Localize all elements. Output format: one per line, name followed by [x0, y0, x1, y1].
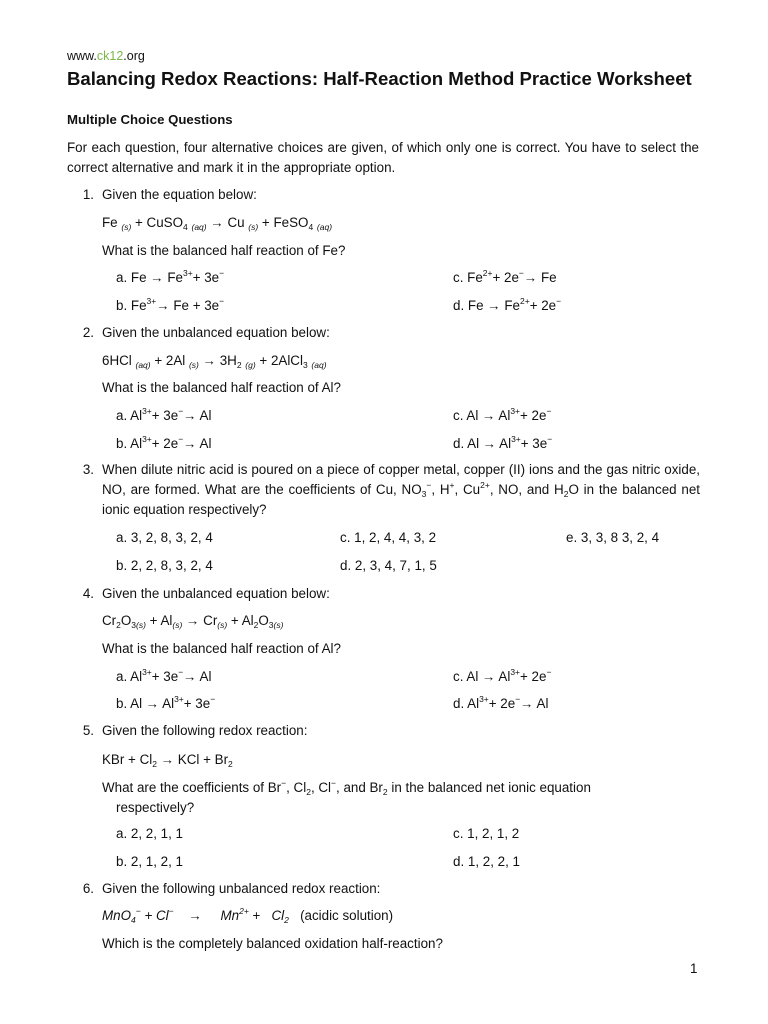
page-number: 1: [690, 961, 698, 976]
option-a[interactable]: a. $Al^{3+}+ 3e^-\to Al$: [116, 406, 212, 423]
option-c[interactable]: c. $Al \to Al^{3+}+ 2e^-$: [453, 406, 552, 423]
question-text: When dilute nitric acid is poured on a piece of copper metal, copper (II) ions and the gas nitric oxide, NO, are formed. What are the coefficients of Cu, $NO_3^-$, H+, $Cu^{2+}$, NO, and $H_2O$ in the balanced net ionic equation respectively?: [102, 462, 700, 517]
option-d[interactable]: d. $Fe \to Fe^{2+}+ 2e^-$: [453, 296, 562, 313]
question-text: Given the unbalanced equation below:: [102, 325, 330, 340]
question-number: 1.: [82, 187, 94, 202]
question-text: Given the unbalanced equation below:: [102, 586, 330, 601]
question-text: Given the following unbalanced redox reaction:: [102, 881, 381, 896]
question-prompt: What is the balanced half reaction of Fe?: [102, 243, 346, 258]
chemical-equation: $Cr_2O_{3(s)} + Al_{(s)} \to Cr_{(s)} + Al_2O_{3(s)}$: [102, 613, 284, 630]
option-a[interactable]: a. $Al^{3+}+ 3e^-\to Al$: [116, 667, 212, 684]
site-url[interactable]: www.ck12.org: [67, 49, 145, 63]
chemical-equation: KBr + $Cl_2$ → KCl + $Br_2$: [102, 752, 233, 769]
option-a[interactable]: a. $Fe \to Fe^{3+}+ 3e^-$: [116, 268, 225, 285]
question-prompt: What is the balanced half reaction of Al?: [102, 380, 341, 395]
question-text: Given the equation below:: [102, 187, 257, 202]
option-d[interactable]: d. $Al^{3+}+ 2e^-\to Al$: [453, 694, 549, 711]
option-b[interactable]: b. $Al^{3+}+ 2e^-\to Al$: [116, 434, 212, 451]
option-d[interactable]: d. 1, 2, 2, 1: [453, 854, 520, 869]
option-c[interactable]: c. 1, 2, 4, 4, 3, 2: [340, 530, 437, 545]
chemical-equation: MnO$_4$− + Cl− → $Mn^{2+} + Cl_2$ (acidic solution): [102, 906, 394, 925]
option-d[interactable]: d. 2, 3, 4, 7, 1, 5: [340, 558, 437, 573]
option-c[interactable]: c. 1, 2, 1, 2: [453, 826, 520, 841]
option-c[interactable]: c. $Al \to Al^{3+}+ 2e^-$: [453, 667, 552, 684]
option-b[interactable]: b. $Fe^{3+}\to Fe + 3e^-$: [116, 296, 225, 313]
question-number: 2.: [82, 325, 94, 340]
option-d[interactable]: d. $Al \to Al^{3+}+ 3e^-$: [453, 434, 553, 451]
question-prompt: What is the balanced half reaction of Al?: [102, 641, 341, 656]
option-e[interactable]: e. 3, 3, 8 3, 2, 4: [566, 530, 660, 545]
question-number: 3.: [82, 462, 94, 477]
chemical-equation: 6HCl $_{(aq)}$ + 2Al $_{(s)} \to 3H_2$ $_{(g)}$ + 2AlCl$_3$ $_{(aq)}$: [102, 353, 327, 370]
chemical-equation: Fe $_{(s)}$ + CuSO$_4$ $_{(aq)}$ → Cu $_{(s)}$ + FeSO$_4$ $_{(aq)}$: [102, 215, 333, 232]
option-b[interactable]: b. 2, 1, 2, 1: [116, 854, 183, 869]
question-prompt: What are the coefficients of Br−, $Cl_2$, Cl−, and $Br_2$ in the balanced net ionic equation respectively?: [102, 778, 591, 815]
option-a[interactable]: a. 2, 2, 1, 1: [116, 826, 183, 841]
option-a[interactable]: a. 3, 2, 8, 3, 2, 4: [116, 530, 213, 545]
question-number: 4.: [82, 586, 94, 601]
option-b[interactable]: b. 2, 2, 8, 3, 2, 4: [116, 558, 213, 573]
instructions-paragraph: For each question, four alternative choices are given, of which only one is correct. You have to select the correct alternative and mark it in the appropriate option.: [67, 140, 699, 175]
question-text: Given the following redox reaction:: [102, 723, 308, 738]
question-number: 5.: [82, 723, 94, 738]
question-prompt: Which is the completely balanced oxidation half-reaction?: [102, 936, 443, 951]
option-c[interactable]: c. $Fe^{2+}+ 2e^-\to Fe$: [453, 268, 557, 285]
question-number: 6.: [82, 881, 94, 896]
option-b[interactable]: b. $Al \to Al^{3+}+ 3e^-$: [116, 694, 216, 711]
section-heading: Multiple Choice Questions: [67, 112, 233, 127]
page-title: Balancing Redox Reactions: Half-Reaction Method Practice Worksheet: [67, 68, 692, 89]
